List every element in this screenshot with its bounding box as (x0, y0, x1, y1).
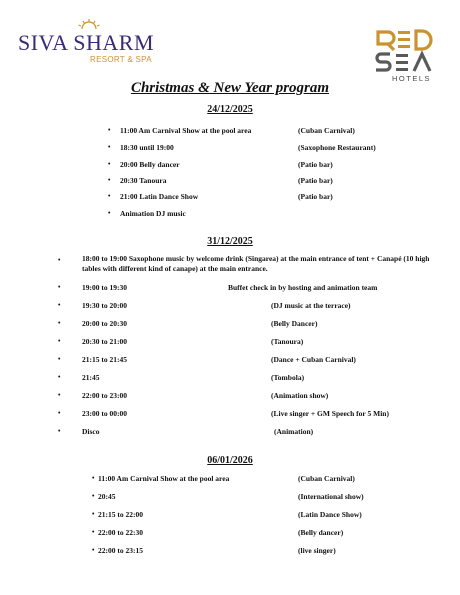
item-time: 22:00 to 22:30 (98, 528, 143, 537)
brand-name: SIVA SHARM (18, 30, 155, 55)
intro-paragraph: 18:00 to 19:00 Saxophone music by welcome drink (Singarea) at the main entrance of tent + Canapé (10 high tables with different kind of canape) at the main entrance. (82, 254, 430, 273)
item-place: (Patio bar) (298, 160, 333, 169)
red-sea-hotels-label: HOTELS (392, 74, 432, 83)
item-time: 22:00 to 23:00 (82, 391, 127, 400)
bullet-icon: • (92, 492, 95, 500)
bullet-icon: • (58, 427, 61, 435)
item-time: 22:00 to 23:15 (98, 546, 143, 555)
item-place: (Cuban Carnival) (298, 474, 355, 483)
bullet-icon: • (58, 355, 61, 363)
item-time: 20:00 to 20:30 (82, 319, 127, 328)
item-place: (DJ music at the terrace) (271, 301, 351, 310)
item-time: 20:45 (98, 492, 116, 501)
item-place: (Belly Dancer) (271, 319, 318, 328)
bullet-icon: • (58, 391, 61, 399)
item-place: (Belly dancer) (298, 528, 344, 537)
section-date: 06/01/2026 (207, 455, 253, 466)
item-time: Disco (82, 427, 100, 436)
item-place: Buffet check in by hosting and animation team (228, 283, 378, 292)
bullet-icon: • (58, 319, 61, 327)
red-sea-logo-mark (374, 28, 436, 72)
item-place: (live singer) (298, 546, 336, 555)
item-time: 11:00 Am Carnival Show at the pool area (98, 474, 230, 483)
sun-rays-icon (76, 18, 102, 30)
item-time: 20:30 to 21:00 (82, 337, 127, 346)
item-time: 21:15 to 21:45 (82, 355, 127, 364)
item-place: (Tombola) (271, 373, 305, 382)
bullet-icon: • (58, 373, 61, 381)
item-time: 21:15 to 22:00 (98, 510, 143, 519)
page-title: Christmas & New Year program (130, 80, 330, 96)
bullet-icon: • (92, 510, 95, 518)
red-sea-hotels-logo (374, 28, 444, 88)
item-place: (Tanoura) (271, 337, 304, 346)
bullet-icon: • (108, 176, 111, 184)
bullet-icon: • (58, 337, 61, 345)
item-time: 21:45 (82, 373, 100, 382)
bullet-icon: • (92, 474, 95, 482)
item-place: (Patio bar) (298, 192, 333, 201)
item-time: 20:30 Tanoura (120, 176, 167, 185)
item-time: 23:00 to 00:00 (82, 409, 127, 418)
item-time: 18:30 until 19:00 (120, 143, 174, 152)
item-time: 19:30 to 20:00 (82, 301, 127, 310)
bullet-icon: • (108, 192, 111, 200)
bullet-icon: • (108, 126, 111, 134)
bullet-icon: • (108, 160, 111, 168)
bullet-icon: • (92, 546, 95, 554)
bullet-icon: • (58, 409, 61, 417)
item-place: (Patio bar) (298, 176, 333, 185)
siva-sharm-logo (18, 18, 178, 64)
item-time: Animation DJ music (120, 209, 186, 218)
bullet-icon: • (92, 528, 95, 536)
bullet-icon: • (58, 283, 61, 291)
item-place: (Cuban Carnival) (298, 126, 355, 135)
section-date: 24/12/2025 (207, 104, 253, 115)
item-place: (Saxophone Restaurant) (298, 143, 376, 152)
bullet-icon: • (108, 143, 111, 151)
item-place: (Animation show) (271, 391, 329, 400)
item-time: 20:00 Belly dancer (120, 160, 180, 169)
bullet-icon: • (58, 301, 61, 309)
section-date: 31/12/2025 (207, 236, 253, 247)
item-place: (Live singer + GM Speech for 5 Min) (271, 409, 389, 418)
item-time: 21:00 Latin Dance Show (120, 192, 199, 201)
brand-subtitle: RESORT & SPA (90, 55, 152, 64)
item-place: (Dance + Cuban Carnival) (271, 355, 356, 364)
bullet-icon: • (58, 256, 61, 264)
item-time: 19:00 to 19:30 (82, 283, 127, 292)
item-place: (Animation) (274, 427, 314, 436)
bullet-icon: • (108, 209, 111, 217)
item-time: 11:00 Am Carnival Show at the pool area (120, 126, 252, 135)
item-place: (Latin Dance Show) (298, 510, 362, 519)
item-place: (International show) (298, 492, 364, 501)
